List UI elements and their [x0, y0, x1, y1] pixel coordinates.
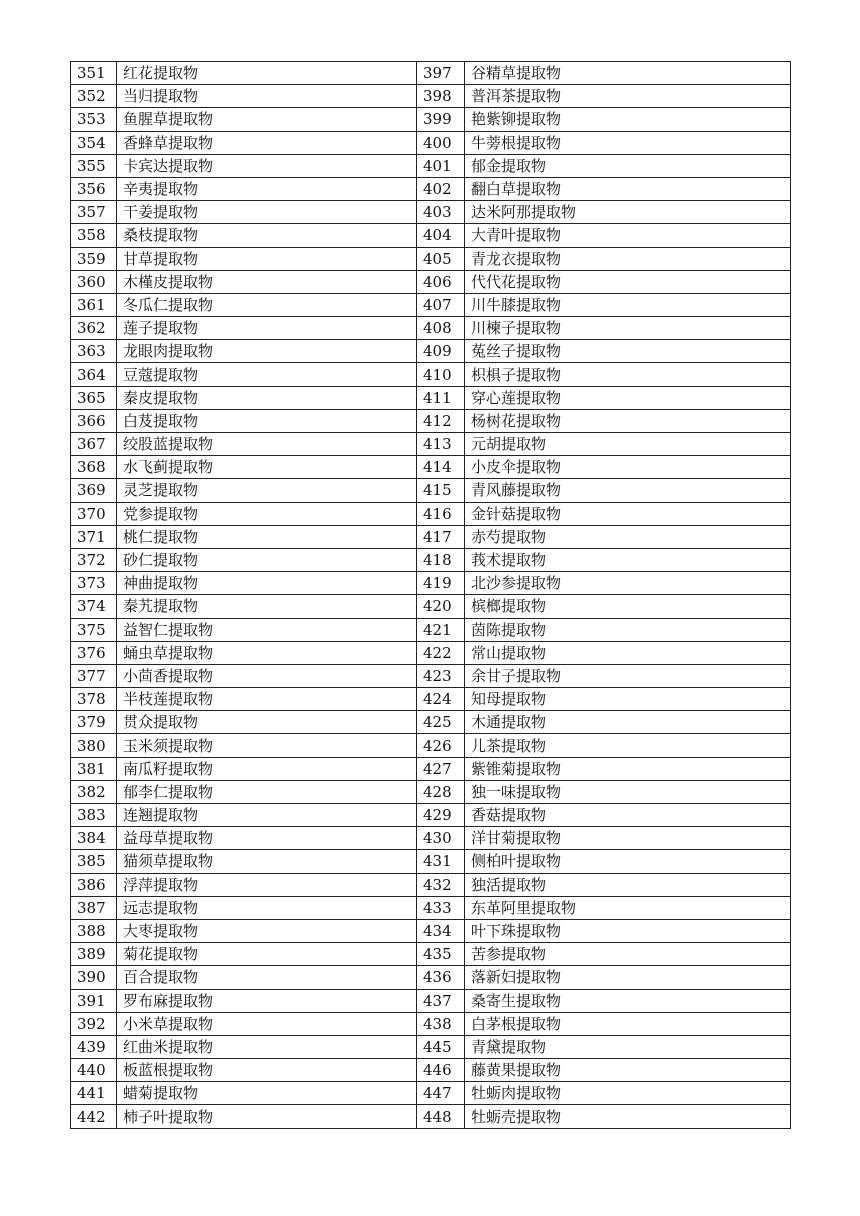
right-item-name: 东革阿里提取物: [465, 896, 791, 919]
left-item-number: 364: [71, 363, 117, 386]
right-item-number: 412: [417, 409, 465, 432]
left-item-number: 366: [71, 409, 117, 432]
right-item-name: 洋甘菊提取物: [465, 827, 791, 850]
table-row: [71, 62, 791, 85]
right-item-number: 399: [417, 108, 465, 131]
left-item-number: 388: [71, 919, 117, 942]
left-item-name: 党参提取物: [117, 502, 417, 525]
left-item-number: 354: [71, 131, 117, 154]
left-item-number: 353: [71, 108, 117, 131]
right-item-name: 紫锥菊提取物: [465, 757, 791, 780]
right-item-name: 苦参提取物: [465, 943, 791, 966]
right-item-name: 青龙衣提取物: [465, 247, 791, 270]
left-item-number: 442: [71, 1105, 117, 1128]
left-item-name: 绞股蓝提取物: [117, 433, 417, 456]
left-item-number: 352: [71, 85, 117, 108]
left-item-name: 当归提取物: [117, 85, 417, 108]
table-row: [71, 804, 791, 827]
table-row: [71, 247, 791, 270]
right-item-name: 艳紫铆提取物: [465, 108, 791, 131]
left-item-name: 板蓝根提取物: [117, 1059, 417, 1082]
right-item-name: 赤芍提取物: [465, 525, 791, 548]
table-row: [71, 525, 791, 548]
right-item-name: 牡蛎肉提取物: [465, 1082, 791, 1105]
table-row: [71, 340, 791, 363]
left-item-number: 391: [71, 989, 117, 1012]
left-item-name: 浮萍提取物: [117, 873, 417, 896]
right-item-name: 儿茶提取物: [465, 734, 791, 757]
left-item-number: 355: [71, 154, 117, 177]
table-row: [71, 595, 791, 618]
table-row: [71, 201, 791, 224]
right-item-name: 青黛提取物: [465, 1035, 791, 1058]
left-item-number: 392: [71, 1012, 117, 1035]
table-row: [71, 572, 791, 595]
right-item-name: 普洱茶提取物: [465, 85, 791, 108]
right-item-name: 北沙参提取物: [465, 572, 791, 595]
right-item-name: 菟丝子提取物: [465, 340, 791, 363]
left-item-name: 小茴香提取物: [117, 664, 417, 687]
right-item-name: 余甘子提取物: [465, 664, 791, 687]
left-item-number: 375: [71, 618, 117, 641]
right-item-name: 翻白草提取物: [465, 177, 791, 200]
left-item-name: 柿子叶提取物: [117, 1105, 417, 1128]
table-row: [71, 433, 791, 456]
table-row: [71, 1105, 791, 1128]
table-body: [71, 62, 791, 1129]
left-item-name: 红曲米提取物: [117, 1035, 417, 1058]
left-item-name: 鱼腥草提取物: [117, 108, 417, 131]
right-item-name: 知母提取物: [465, 688, 791, 711]
right-item-name: 小皮伞提取物: [465, 456, 791, 479]
right-item-number: 405: [417, 247, 465, 270]
right-item-name: 落新妇提取物: [465, 966, 791, 989]
left-item-number: 390: [71, 966, 117, 989]
right-item-number: 408: [417, 317, 465, 340]
table-row: [71, 108, 791, 131]
left-item-number: 358: [71, 224, 117, 247]
left-item-name: 甘草提取物: [117, 247, 417, 270]
right-item-number: 419: [417, 572, 465, 595]
table-row: [71, 317, 791, 340]
right-item-number: 400: [417, 131, 465, 154]
right-item-name: 牡蛎壳提取物: [465, 1105, 791, 1128]
left-item-number: 372: [71, 548, 117, 571]
right-item-number: 409: [417, 340, 465, 363]
right-item-name: 元胡提取物: [465, 433, 791, 456]
left-item-name: 菊花提取物: [117, 943, 417, 966]
left-item-number: 367: [71, 433, 117, 456]
left-item-name: 辛夷提取物: [117, 177, 417, 200]
left-item-number: 441: [71, 1082, 117, 1105]
left-item-number: 439: [71, 1035, 117, 1058]
right-item-number: 420: [417, 595, 465, 618]
right-item-number: 418: [417, 548, 465, 571]
table-row: [71, 850, 791, 873]
right-item-name: 藤黄果提取物: [465, 1059, 791, 1082]
left-item-name: 南瓜籽提取物: [117, 757, 417, 780]
right-item-number: 402: [417, 177, 465, 200]
left-item-number: 387: [71, 896, 117, 919]
table-row: [71, 1059, 791, 1082]
table-row: [71, 1035, 791, 1058]
left-item-name: 莲子提取物: [117, 317, 417, 340]
left-item-name: 秦皮提取物: [117, 386, 417, 409]
left-item-number: 371: [71, 525, 117, 548]
right-item-name: 桑寄生提取物: [465, 989, 791, 1012]
table-row: [71, 154, 791, 177]
right-item-name: 达米阿那提取物: [465, 201, 791, 224]
right-item-number: 446: [417, 1059, 465, 1082]
right-item-number: 413: [417, 433, 465, 456]
table-row: [71, 386, 791, 409]
right-item-number: 448: [417, 1105, 465, 1128]
left-item-number: 363: [71, 340, 117, 363]
table-row: [71, 131, 791, 154]
left-item-number: 370: [71, 502, 117, 525]
left-item-name: 水飞蓟提取物: [117, 456, 417, 479]
left-item-name: 红花提取物: [117, 62, 417, 85]
table-row: [71, 502, 791, 525]
table-row: [71, 548, 791, 571]
table-row: [71, 177, 791, 200]
left-item-number: 351: [71, 62, 117, 85]
left-item-number: 386: [71, 873, 117, 896]
right-item-number: 411: [417, 386, 465, 409]
table-row: [71, 409, 791, 432]
table-row: [71, 641, 791, 664]
right-item-number: 415: [417, 479, 465, 502]
left-item-number: 356: [71, 177, 117, 200]
left-item-name: 猫须草提取物: [117, 850, 417, 873]
right-item-number: 397: [417, 62, 465, 85]
right-item-name: 茵陈提取物: [465, 618, 791, 641]
right-item-name: 青风藤提取物: [465, 479, 791, 502]
right-item-number: 435: [417, 943, 465, 966]
table-row: [71, 1082, 791, 1105]
left-item-number: 360: [71, 270, 117, 293]
left-item-name: 木槿皮提取物: [117, 270, 417, 293]
left-item-number: 378: [71, 688, 117, 711]
left-item-name: 卡宾达提取物: [117, 154, 417, 177]
left-item-number: 362: [71, 317, 117, 340]
left-item-name: 连翘提取物: [117, 804, 417, 827]
left-item-name: 冬瓜仁提取物: [117, 293, 417, 316]
right-item-number: 428: [417, 780, 465, 803]
right-item-number: 437: [417, 989, 465, 1012]
table-row: [71, 456, 791, 479]
left-item-name: 桃仁提取物: [117, 525, 417, 548]
left-item-number: 385: [71, 850, 117, 873]
left-item-name: 半枝莲提取物: [117, 688, 417, 711]
table-row: [71, 664, 791, 687]
right-item-number: 421: [417, 618, 465, 641]
table-row: [71, 85, 791, 108]
left-item-name: 砂仁提取物: [117, 548, 417, 571]
left-item-number: 376: [71, 641, 117, 664]
left-item-name: 罗布麻提取物: [117, 989, 417, 1012]
table-row: [71, 943, 791, 966]
left-item-number: 381: [71, 757, 117, 780]
right-item-name: 杨树花提取物: [465, 409, 791, 432]
table-row: [71, 896, 791, 919]
right-item-name: 侧柏叶提取物: [465, 850, 791, 873]
right-item-number: 407: [417, 293, 465, 316]
right-item-number: 436: [417, 966, 465, 989]
right-item-number: 429: [417, 804, 465, 827]
right-item-name: 川牛膝提取物: [465, 293, 791, 316]
table-row: [71, 479, 791, 502]
right-item-name: 枳椇子提取物: [465, 363, 791, 386]
right-item-name: 谷精草提取物: [465, 62, 791, 85]
left-item-number: 383: [71, 804, 117, 827]
right-item-name: 莪术提取物: [465, 548, 791, 571]
left-item-number: 361: [71, 293, 117, 316]
right-item-number: 433: [417, 896, 465, 919]
right-item-name: 常山提取物: [465, 641, 791, 664]
right-item-number: 434: [417, 919, 465, 942]
left-item-name: 秦艽提取物: [117, 595, 417, 618]
right-item-number: 398: [417, 85, 465, 108]
right-item-number: 414: [417, 456, 465, 479]
table-row: [71, 966, 791, 989]
left-item-name: 灵芝提取物: [117, 479, 417, 502]
right-item-number: 403: [417, 201, 465, 224]
left-item-name: 香蜂草提取物: [117, 131, 417, 154]
left-item-number: 380: [71, 734, 117, 757]
left-item-name: 远志提取物: [117, 896, 417, 919]
left-item-number: 368: [71, 456, 117, 479]
right-item-number: 430: [417, 827, 465, 850]
left-item-number: 382: [71, 780, 117, 803]
right-item-number: 427: [417, 757, 465, 780]
right-item-name: 穿心莲提取物: [465, 386, 791, 409]
left-item-name: 桑枝提取物: [117, 224, 417, 247]
left-item-name: 大枣提取物: [117, 919, 417, 942]
right-item-number: 426: [417, 734, 465, 757]
left-item-name: 小米草提取物: [117, 1012, 417, 1035]
right-item-number: 410: [417, 363, 465, 386]
left-item-number: 389: [71, 943, 117, 966]
table-row: [71, 780, 791, 803]
left-item-number: 374: [71, 595, 117, 618]
table-row: [71, 757, 791, 780]
left-item-name: 白芨提取物: [117, 409, 417, 432]
left-item-number: 384: [71, 827, 117, 850]
right-item-name: 代代花提取物: [465, 270, 791, 293]
table-row: [71, 827, 791, 850]
left-item-number: 357: [71, 201, 117, 224]
left-item-name: 蜡菊提取物: [117, 1082, 417, 1105]
right-item-name: 大青叶提取物: [465, 224, 791, 247]
left-item-number: 379: [71, 711, 117, 734]
left-item-name: 贯众提取物: [117, 711, 417, 734]
right-item-name: 郁金提取物: [465, 154, 791, 177]
left-item-name: 郁李仁提取物: [117, 780, 417, 803]
table-row: [71, 688, 791, 711]
left-item-number: 373: [71, 572, 117, 595]
right-item-number: 423: [417, 664, 465, 687]
table-row: [71, 293, 791, 316]
right-item-name: 独活提取物: [465, 873, 791, 896]
table-row: [71, 363, 791, 386]
right-item-number: 416: [417, 502, 465, 525]
right-item-number: 424: [417, 688, 465, 711]
right-item-number: 404: [417, 224, 465, 247]
table-row: [71, 711, 791, 734]
right-item-number: 445: [417, 1035, 465, 1058]
right-item-number: 432: [417, 873, 465, 896]
left-item-number: 440: [71, 1059, 117, 1082]
left-item-number: 377: [71, 664, 117, 687]
table-row: [71, 1012, 791, 1035]
right-item-number: 431: [417, 850, 465, 873]
right-item-number: 422: [417, 641, 465, 664]
right-item-number: 438: [417, 1012, 465, 1035]
left-item-name: 干姜提取物: [117, 201, 417, 224]
right-item-number: 401: [417, 154, 465, 177]
right-item-number: 425: [417, 711, 465, 734]
table-row: [71, 919, 791, 942]
table-row: [71, 989, 791, 1012]
right-item-name: 白茅根提取物: [465, 1012, 791, 1035]
right-item-name: 川楝子提取物: [465, 317, 791, 340]
table-row: [71, 224, 791, 247]
left-item-name: 益母草提取物: [117, 827, 417, 850]
left-item-name: 蛹虫草提取物: [117, 641, 417, 664]
left-item-number: 369: [71, 479, 117, 502]
left-item-name: 神曲提取物: [117, 572, 417, 595]
table-row: [71, 270, 791, 293]
left-item-number: 365: [71, 386, 117, 409]
right-item-name: 木通提取物: [465, 711, 791, 734]
right-item-name: 槟榔提取物: [465, 595, 791, 618]
right-item-name: 金针菇提取物: [465, 502, 791, 525]
right-item-name: 香菇提取物: [465, 804, 791, 827]
table-row: [71, 734, 791, 757]
right-item-name: 独一味提取物: [465, 780, 791, 803]
left-item-number: 359: [71, 247, 117, 270]
left-item-name: 龙眼肉提取物: [117, 340, 417, 363]
extract-list-table: [70, 61, 791, 1129]
left-item-name: 百合提取物: [117, 966, 417, 989]
right-item-name: 叶下珠提取物: [465, 919, 791, 942]
right-item-number: 406: [417, 270, 465, 293]
left-item-name: 玉米须提取物: [117, 734, 417, 757]
right-item-number: 447: [417, 1082, 465, 1105]
table-row: [71, 618, 791, 641]
table-row: [71, 873, 791, 896]
right-item-name: 牛蒡根提取物: [465, 131, 791, 154]
left-item-name: 豆蔻提取物: [117, 363, 417, 386]
right-item-number: 417: [417, 525, 465, 548]
left-item-name: 益智仁提取物: [117, 618, 417, 641]
